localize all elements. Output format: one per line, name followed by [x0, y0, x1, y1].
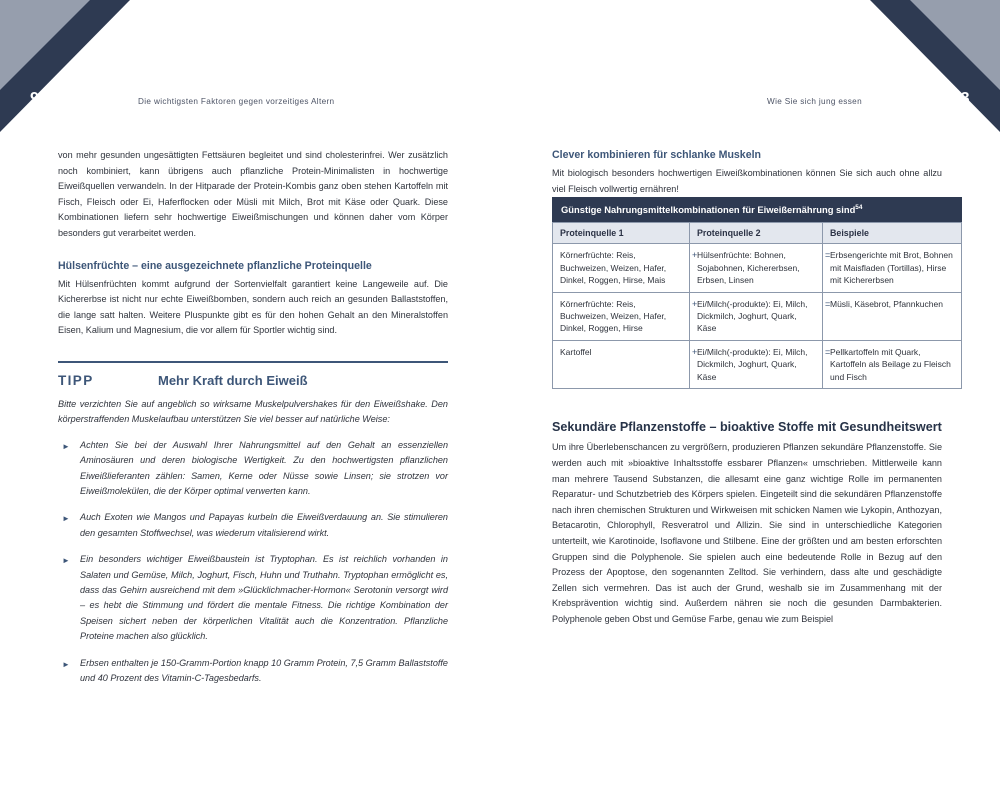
- left-page-column: [58, 148, 448, 697]
- right-subheading-paragraph: Mit biologisch besonders hochwertigen Eiweißkombinationen können Sie sich auch ohne allzu viel Fleisch vollwertig ernähren!: [552, 168, 942, 194]
- triangle-bullet-icon: ►: [62, 514, 70, 524]
- left-subheading-paragraph: Mit Hülsenfrüchten kommt aufgrund der Sortenvielfalt garantiert keine Langeweile auf. Die Kichererbse ist nicht nur echte Eiweißbomben, sondern auch reich an gesunden Ballaststoffen, die lange satt halten. Weitere Pluspunkte gibt es für den hohen Gehalt an den Mineralstoffen Eisen, Kalium und Magnesium, die vor allem für Sportler wichtig sind.: [58, 278, 448, 336]
- tip-box-intro: Bitte verzichten Sie auf angeblich so wirksame Muskelpulvershakes für den Eiweißshake. Den körperstraffenden Muskelaufbau unterstützen Sie viel besser auf natürliche Weise:: [58, 398, 448, 425]
- corner-triangle-light-left: [0, 0, 90, 90]
- cell-protein-source-1: Körnerfrüchte: Reis, Buchweizen, Weizen, Hafer, Dinkel, Roggen, Hirse: [553, 292, 690, 340]
- list-item-text: Erbsen enthalten je 150-Gramm-Portion knapp 10 Gramm Protein, 7,5 Gramm Ballaststoffe und 40 Prozent des Vitamin-C-Tagesbedarfs.: [80, 657, 448, 684]
- triangle-bullet-icon: ►: [62, 556, 70, 566]
- tip-box-header: [58, 373, 448, 388]
- cell-protein-source-2: Ei/Milch(-produkte): Ei, Milch, Dickmilch, Joghurt, Quark, Käse: [690, 340, 823, 388]
- table-body: [553, 244, 962, 389]
- table-header-row: [553, 223, 962, 244]
- right-subheading: Clever kombinieren für schlanke Muskeln: [552, 149, 762, 161]
- cell-protein-source-2: Ei/Milch(-produkte): Ei, Milch, Dickmilch, Joghurt, Quark, Käse: [690, 292, 823, 340]
- running-head-right: Wie Sie sich jung essen: [767, 97, 862, 106]
- corner-decoration-left: [0, 0, 130, 132]
- table-row: Körnerfrüchte: Reis, Buchweizen, Weizen, Hafer, Dinkel, Roggen, Hirse + Ei/Milch(-produkte): Ei, Milch, Dickmilch, Joghurt, Quark, Käse = Müsli, Käsebrot, Pfannkuchen: [553, 292, 962, 340]
- corner-decoration-right: [870, 0, 1000, 132]
- column-header-protein-source-1: Proteinquelle 1: [553, 223, 690, 244]
- table-header: [553, 223, 962, 244]
- list-item: [58, 510, 448, 541]
- right-body-paragraph: Um ihre Überlebenschancen zu vergrößern, produzieren Pflanzen sekundäre Pflanzenstoffe. Sie werden auch mit »bioaktive Inhaltsstoffe essbarer Pflanzen« umschrieben. Mittlerweile kann man mehrere Tausend Substanzen, die allesamt eine ganz wichtige Rolle im permanenten Reparatur- und Schutzbetrieb des Körpers spielen. Eingeteilt sind die sekundären Pflanzenstoffe nach ihren chemischen Strukturen und Wirkweisen mit schicken Namen wie Lykopin, Anthozyan, Betacarotin, Chlorophyll, Resveratrol und Allizin. Sie sind in unterschiedliche Kategorien unterteilt, wie Karotinoide, Isoflavone und Stilbene. Eine der größten und am besten erforschten Gruppen sind die Polyphenole. Sie spielen auch eine bedeutende Rolle in Bezug auf den Prozess der Apoptose, den sogenannten Zelltod. Sie verhindern, dass alte und geschädigte Zellen sich vermehren. Das ist auch der Grund, weshalb sie im Zusammenhang mit der Krebsprävention wichtig sind. Außerdem nähren sie noch die gesunden Darmbakterien. Polyphenole geben Obst und Gemüse Farbe, genau wie zum Beispiel: [552, 442, 942, 624]
- page-number-right: 93: [951, 90, 970, 107]
- list-item: [58, 656, 448, 687]
- running-head-left: Die wichtigsten Faktoren gegen vorzeitiges Altern: [138, 97, 335, 106]
- tip-box-list: [58, 438, 448, 687]
- right-page-column: [552, 148, 953, 628]
- corner-triangle-light-right: [910, 0, 1000, 90]
- tip-box-label: TIPP: [58, 372, 94, 388]
- table-row: Kartoffel + Ei/Milch(-produkte): Ei, Milch, Dickmilch, Joghurt, Quark, Käse = Pellkartoffeln mit Quark, Kartoffeln als Beilage zu Fleisch und Fisch: [553, 340, 962, 388]
- triangle-bullet-icon: ►: [62, 441, 70, 451]
- page-number-left: 92: [30, 90, 49, 107]
- corner-triangle-dark-left: [0, 0, 130, 132]
- table-caption-text: Günstige Nahrungsmittelkombinationen für Eiweißernährung sind: [561, 204, 856, 216]
- column-header-protein-source-2: Proteinquelle 2: [690, 223, 823, 244]
- list-item: [58, 552, 448, 644]
- cell-examples: Erbsengerichte mit Brot, Bohnen mit Maisfladen (Tortillas), Hirse mit Kichererbsen: [823, 244, 962, 292]
- tip-box: [58, 361, 448, 687]
- table-caption-footnote: 54: [855, 204, 863, 212]
- protein-combination-table: [552, 197, 962, 389]
- cell-examples: Pellkartoffeln mit Quark, Kartoffeln als Beilage zu Fleisch und Fisch: [823, 340, 962, 388]
- left-subheading: Hülsenfrüchte – eine ausgezeichnete pflanzliche Proteinquelle: [58, 259, 372, 272]
- triangle-bullet-icon: ►: [62, 659, 70, 669]
- list-item-text: Ein besonders wichtiger Eiweißbaustein ist Tryptophan. Es ist reichlich vorhanden in Salaten und Gemüse, Milch, Joghurt, Fisch, Huhn und Truthahn. Tryptophan ermöglicht es, dass das Gehirn ausreichend mit dem »Glücklichmacher-Hormon« Serotonin versorgt wird – es hebt die Stimmung und fördert die mentale Fitness. Die richtige Kombination der Speisen sichert neben der körperlichen Vitalität auch die Konzentration. Pflanzliche Proteine machen also glücklich.: [80, 554, 448, 642]
- list-item-text: Achten Sie bei der Auswahl Ihrer Nahrungsmittel auf den Gehalt an essenziellen Aminosäuren und deren biologische Wertigkeit. Zu den hochwertigsten pflanzlichen Eiweißlieferanten zählen: Samen, Kerne oder Nüsse sowie Linsen; sie strotzen vor Eiweißmolekülen, die der Körper optimal verwerten kann.: [80, 439, 448, 496]
- list-item: [58, 438, 448, 500]
- left-body-paragraph: von mehr gesunden ungesättigten Fettsäuren begleitet und sind cholesterinfrei. Wer zusätzlich noch kombiniert, kann übrigens auch pflanzliche Protein-Minimalisten in hochwertige Eiweißquellen verwandeln. In der Hitparade der Protein-Kombis ganz oben stehen Kartoffeln mit Fisch, Fleisch oder Ei, Haferflocken oder Müsli mit Milch, Brot mit Käse oder Quark. Diese Kombinationen liefern sehr hochwertige Eiweißmischungen und können daher vom Körper besonders gut verarbeitet werden.: [58, 150, 448, 238]
- table-row: Körnerfrüchte: Reis, Buchweizen, Weizen, Hafer, Dinkel, Roggen, Hirse, Mais + Hülsenfrüchte: Bohnen, Sojabohnen, Kichererbsen, Erbsen, Linsen = Erbsengerichte mit Brot, Bohnen mit Maisfladen (Tortillas), Hirse mit Kichererbsen: [553, 244, 962, 292]
- right-section-heading: Sekundäre Pflanzenstoffe – bioaktive Stoffe mit Gesundheitswert: [552, 419, 942, 434]
- cell-examples: Müsli, Käsebrot, Pfannkuchen: [823, 292, 962, 340]
- corner-triangle-dark-right: [870, 0, 1000, 132]
- tip-box-title: Mehr Kraft durch Eiweiß: [158, 372, 308, 388]
- table-caption: [552, 197, 962, 222]
- column-header-examples: Beispiele: [823, 223, 962, 244]
- cell-protein-source-2: Hülsenfrüchte: Bohnen, Sojabohnen, Kichererbsen, Erbsen, Linsen: [690, 244, 823, 292]
- cell-protein-source-1: Kartoffel: [553, 340, 690, 388]
- cell-protein-source-1: Körnerfrüchte: Reis, Buchweizen, Weizen, Hafer, Dinkel, Roggen, Hirse, Mais: [553, 244, 690, 292]
- list-item-text: Auch Exoten wie Mangos und Papayas kurbeln die Eiweißverdauung an. Sie stimulieren den gesamten Stoffwechsel, was wiederum vitalisierend wirkt.: [80, 512, 448, 538]
